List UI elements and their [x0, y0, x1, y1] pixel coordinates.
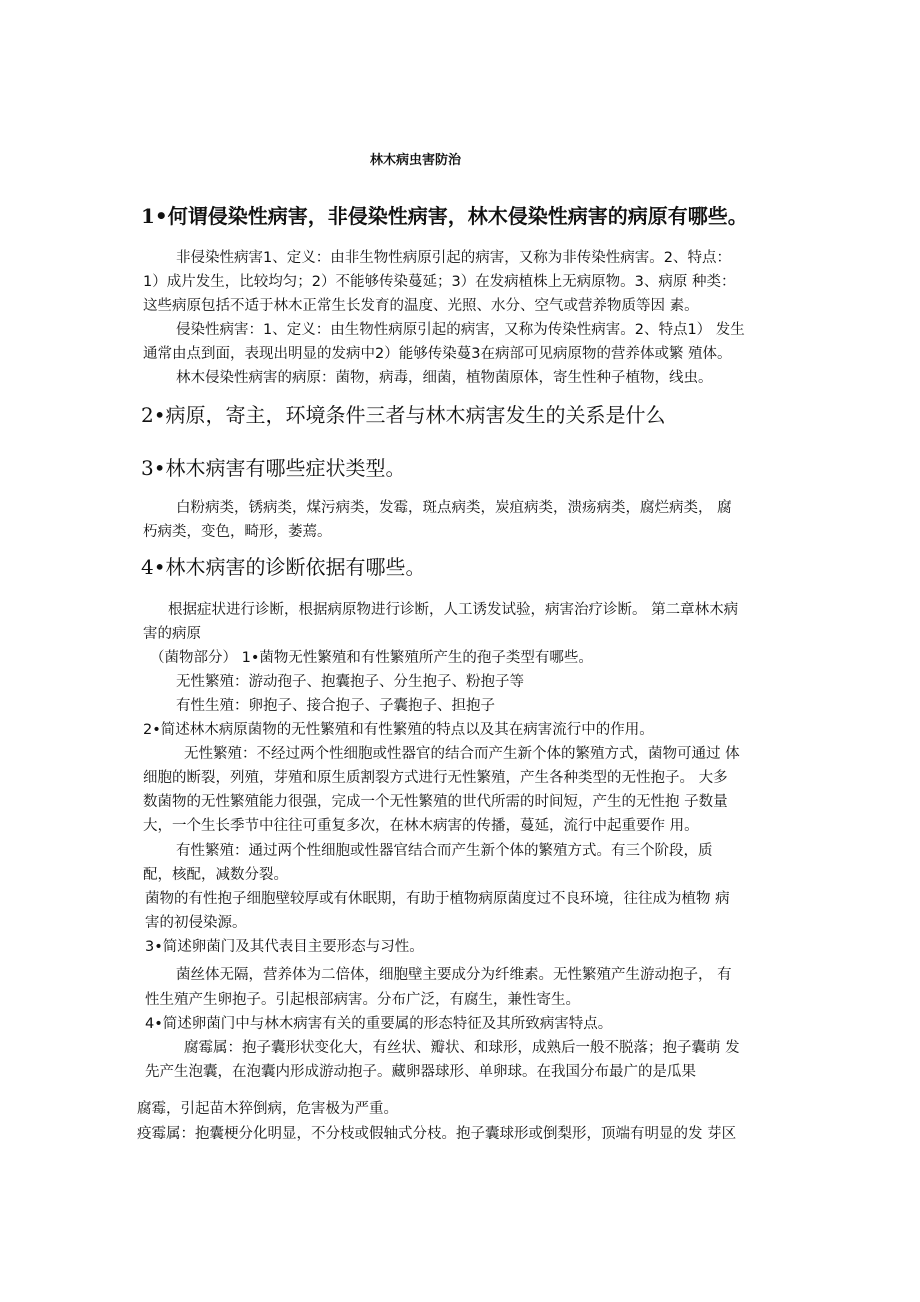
- paragraph-line: 害的病原: [143, 626, 201, 642]
- paragraph-line: 菌丝体无隔，营养体为二倍体，细胞壁主要成分为纤维素。无性繁殖产生游动抱子， 有: [176, 967, 732, 983]
- paragraph-line: 疫霉属：抱囊梗分化明显，不分枝或假轴式分枝。抱子囊球形或倒梨形，顶端有明显的发 芽区: [137, 1126, 737, 1142]
- paragraph-line: 大，一个生长季节中往往可重复多次，在林木病害的传播，蔓延，流行中起重要作 用。: [143, 818, 699, 834]
- paragraph-line: 非侵染性病害1、定义：由非生物性病原引起的病害，又称为非传染性病害。2、特点：: [176, 250, 731, 266]
- paragraph-line: 无性繁殖：不经过两个性细胞或性器官的结合而产生新个体的繁殖方式，菌物可通过 体: [184, 746, 740, 762]
- paragraph-line: 菌物的有性抱子细胞壁较厚或有休眠期，有助于植物病原菌度过不良环境，往往成为植物 病: [145, 891, 730, 907]
- section-question: （菌物部分） 1•菌物无性繁殖和有性繁殖所产生的孢子类型有哪些。: [150, 650, 593, 666]
- question-heading-2: 2•病原，寄主，环境条件三者与林木病害发生的关系是什么: [141, 403, 666, 427]
- paragraph-line: 这些病原包括不适于林木正常生长发育的温度、光照、水分、空气或营养物质等因 素。: [143, 298, 699, 314]
- paragraph-line: 腐霉，引起苗木猝倒病，危害极为严重。: [137, 1101, 398, 1117]
- paragraph-line: 通常由点到面，表现出明显的发病中2）能够传染蔓3在病部可见病原物的营养体或繁 殖体。: [143, 346, 732, 362]
- paragraph-line: 数菌物的无性繁殖能力很强，完成一个无性繁殖的世代所需的时间短，产生的无性抱 子数量: [143, 794, 728, 810]
- paragraph-line: 配，核配，减数分裂。: [143, 867, 288, 883]
- paragraph-line: 先产生泡囊，在泡囊内形成游动抱子。藏卵器球形、单卵球。在我国分布最广的是瓜果: [145, 1064, 696, 1080]
- paragraph-line: 侵染性病害：1、定义：由生物性病原引起的病害，又称为传染性病害。2、特点1） 发生: [176, 322, 745, 338]
- paragraph-line: 细胞的断裂，列殖，芽殖和原生质割裂方式进行无性繁殖，产生各种类型的无性抱子。 大多: [143, 770, 728, 786]
- paragraph-line: 林木侵染性病害的病原：菌物，病毒，细菌，植物菌原体，寄生性种子植物，线虫。: [176, 370, 713, 386]
- paragraph-line: 白粉病类，锈病类，煤污病类，发霉，斑点病类，炭疽病类，溃疡病类，腐烂病类， 腐: [176, 500, 732, 516]
- question-heading-4: 4•林木病害的诊断依据有哪些。: [141, 555, 426, 579]
- paragraph-line: 性生殖产生卵抱子。引起根部病害。分布广泛，有腐生，兼性寄生。: [145, 992, 580, 1008]
- paragraph-line: 有性繁殖：通过两个性细胞或性器官结合而产生新个体的繁殖方式。有三个阶段，质: [176, 843, 713, 859]
- paragraph-line: 无性繁殖：游动孢子、抱囊抱子、分生抱子、粉抱子等: [176, 674, 524, 690]
- paragraph-line: 根据症状进行诊断，根据病原物进行诊断，人工诱发试验，病害治疗诊断。 第二章林木病: [168, 602, 739, 618]
- question-heading-1: 1•何谓侵染性病害，非侵染性病害，林木侵染性病害的病原有哪些。: [141, 204, 748, 228]
- paragraph-line: 腐霉属：抱子囊形状变化大，有丝状、瓣状、和球形，成熟后一般不脱落；抱子囊萌 发: [184, 1040, 740, 1056]
- paragraph-line: 害的初侵染源。: [145, 915, 247, 931]
- document-title: 林木病虫害防治: [370, 153, 462, 168]
- paragraph-line: 朽病类，变色，畸形，萎蔫。: [143, 524, 332, 540]
- section-question: 2•简述林木病原菌物的无性繁殖和有性繁殖的特点以及其在病害流行中的作用。: [143, 722, 654, 738]
- question-heading-3: 3•林木病害有哪些症状类型。: [141, 456, 406, 480]
- section-question: 3•简述卵菌门及其代表目主要形态与习性。: [145, 939, 424, 955]
- paragraph-line: 有性生殖：卵抱子、接合抱子、子囊抱子、担抱子: [176, 698, 495, 714]
- section-question: 4•简述卵菌门中与林木病害有关的重要属的形态特征及其所致病害特点。: [145, 1016, 613, 1032]
- paragraph-line: 1）成片发生，比较均匀；2）不能够传染蔓延；3）在发病植株上无病原物。3、病原 种类：: [143, 274, 736, 290]
